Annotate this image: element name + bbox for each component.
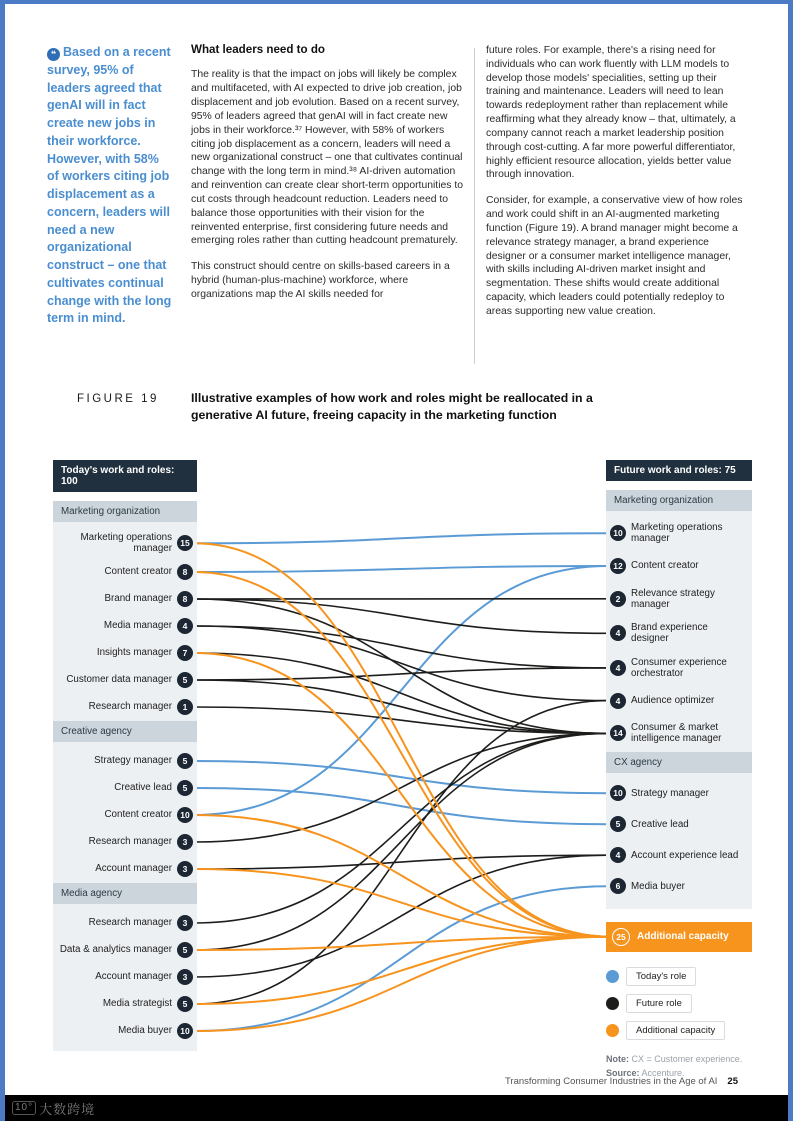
role-label: Media buyer bbox=[631, 880, 685, 892]
role-value-badge: 6 bbox=[610, 878, 626, 894]
role-row bbox=[53, 856, 197, 883]
role-row bbox=[606, 686, 752, 715]
role-value-badge: 3 bbox=[177, 915, 193, 931]
figure-title: Illustrative examples of how work and roles might be reallocated in a generative AI future, freeing capacity in the marketing function bbox=[191, 391, 593, 422]
role-row bbox=[606, 717, 752, 750]
role-value-badge: 10 bbox=[177, 807, 193, 823]
role-value-badge: 8 bbox=[177, 564, 193, 580]
role-value-badge: 4 bbox=[610, 693, 626, 709]
role-label: Strategy manager bbox=[631, 787, 709, 799]
role-label: Content creator bbox=[631, 560, 699, 572]
role-label: Audience optimizer bbox=[631, 694, 715, 706]
role-row bbox=[53, 528, 197, 559]
role-label: Relevance strategy manager bbox=[631, 587, 715, 610]
body-column-1 bbox=[191, 42, 465, 314]
legend-dot-future bbox=[606, 997, 619, 1010]
role-row bbox=[53, 991, 197, 1018]
legend-item bbox=[606, 994, 752, 1013]
role-row bbox=[606, 872, 752, 901]
legend-label: Future role bbox=[626, 994, 692, 1013]
body-paragraph: Consider, for example, a conservative view of how roles and work could shift in an AI-augmented marketing function (Figure 19). A brand manager might become a relevance strategy manager, a brand experience designer or a consumer market intelligence manager, with skills including AI-driven market insight and segmentation. These shifts would create additional capacity, which leaders could potentially redeploy to areas supporting new value creation. bbox=[486, 195, 743, 317]
today-roles-list bbox=[53, 501, 197, 1051]
note-text: CX = Customer experience. bbox=[631, 1053, 743, 1064]
role-value-badge: 1 bbox=[177, 699, 193, 715]
role-value-badge: 8 bbox=[177, 591, 193, 607]
role-row bbox=[53, 802, 197, 829]
legend-dot-additional bbox=[606, 1024, 619, 1037]
role-row bbox=[606, 617, 752, 650]
role-label: Content creator bbox=[104, 809, 172, 821]
role-row bbox=[606, 779, 752, 808]
role-value-badge: 5 bbox=[177, 780, 193, 796]
role-value-badge: 5 bbox=[610, 816, 626, 832]
additional-capacity-label: Additional capacity bbox=[637, 931, 729, 943]
role-label: Consumer & market intelligence manager bbox=[631, 722, 722, 745]
role-value-badge: 7 bbox=[177, 645, 193, 661]
role-value-badge: 2 bbox=[610, 591, 626, 607]
role-label: Customer data manager bbox=[66, 674, 172, 686]
role-row bbox=[606, 810, 752, 839]
role-row bbox=[53, 829, 197, 856]
figure-19-diagram bbox=[5, 442, 793, 1078]
additional-capacity-badge: 25 bbox=[612, 928, 630, 946]
future-roles-list bbox=[606, 490, 752, 909]
role-row bbox=[53, 667, 197, 694]
body-paragraph: future roles. For example, there's a rising need for individuals who can work fluently with LLM models to develop those models' specialities, setting up their training and maintenance. Leaders will need to lean towards redeployment rather than replacement while reaffirming what they already know – that, ultimately, a company cannot reach a market leadership position through cost-cutting. A far more powerful differentiator, highly efficient resource allocation, yields better value through innovation. bbox=[486, 45, 736, 181]
group-header: Creative agency bbox=[53, 721, 197, 742]
role-value-badge: 3 bbox=[177, 861, 193, 877]
body-paragraph: This construct should centre on skills-based careers in a hybrid (human-plus-machine) workforce, where organizations map the AI skills needed for bbox=[191, 261, 450, 300]
figure-label: FIGURE 19 bbox=[77, 393, 159, 405]
legend-label: Today's role bbox=[626, 967, 696, 986]
group-header: Marketing organization bbox=[53, 501, 197, 522]
role-row bbox=[606, 517, 752, 550]
role-row bbox=[53, 1018, 197, 1045]
page-number: 25 bbox=[727, 1076, 738, 1087]
role-label: Creative lead bbox=[631, 818, 689, 830]
role-label: Media manager bbox=[103, 620, 172, 632]
role-value-badge: 3 bbox=[177, 969, 193, 985]
source-label: Source: bbox=[606, 1067, 640, 1078]
note-label: Note: bbox=[606, 1053, 629, 1064]
column-divider bbox=[474, 48, 475, 364]
group-header: CX agency bbox=[606, 752, 752, 773]
role-row bbox=[53, 964, 197, 991]
role-row bbox=[606, 652, 752, 685]
role-row bbox=[53, 775, 197, 802]
role-label: Data & analytics manager bbox=[59, 944, 172, 956]
legend-label: Additional capacity bbox=[626, 1021, 725, 1040]
role-label: Account manager bbox=[95, 971, 172, 983]
role-row bbox=[53, 613, 197, 640]
role-label: Strategy manager bbox=[94, 755, 172, 767]
role-label: Brand experience designer bbox=[631, 622, 708, 645]
source-text: Accenture. bbox=[641, 1067, 685, 1078]
role-row bbox=[53, 640, 197, 667]
body-paragraph: The reality is that the impact on jobs will likely be complex and multifaceted, with AI expected to drive job creation, job displacement and job evolution. Based on a recent survey, 95% of leaders agreed that genAI will in fact create new jobs in their workforce.³⁷ However, with 58% of workers citing job displacement as a concern, leaders will need a new organizational construct – one that cultivates continual change with the long term in mind.³⁸ AI-driven automation and reinvention can create clear short-term opportunities to cut costs through headcount reduction. Leaders need to balance those opportunities with their vision for the reinvented enterprise, first considering future needs and emerging roles rather than cutting headcount prematurely. bbox=[191, 69, 464, 247]
watermark bbox=[12, 1099, 95, 1118]
role-value-badge: 10 bbox=[610, 785, 626, 801]
future-roles-column bbox=[606, 460, 752, 1081]
role-label: Content creator bbox=[104, 566, 172, 578]
role-value-badge: 4 bbox=[177, 618, 193, 634]
pull-quote-text: Based on a recent survey, 95% of leaders agreed that genAI will in fact create new jobs in their workforce. However, with 58% of workers citing job displacement as a concern, leaders will need a new organizational construct – one that cultivates continual change with the long term in mind. bbox=[47, 45, 172, 326]
role-label: Insights manager bbox=[96, 647, 172, 659]
role-row bbox=[606, 841, 752, 870]
role-label: Consumer experience orchestrator bbox=[631, 656, 727, 679]
role-value-badge: 3 bbox=[177, 834, 193, 850]
watermark-logo-icon: 10° bbox=[12, 1101, 36, 1115]
group-header: Media agency bbox=[53, 883, 197, 904]
role-label: Media strategist bbox=[102, 998, 172, 1010]
role-value-badge: 10 bbox=[610, 525, 626, 541]
role-value-badge: 14 bbox=[610, 725, 626, 741]
role-value-badge: 4 bbox=[610, 660, 626, 676]
legend-item bbox=[606, 967, 752, 986]
role-label: Account manager bbox=[95, 863, 172, 875]
role-row bbox=[606, 583, 752, 616]
footer-title: Transforming Consumer Industries in the Age of AI bbox=[504, 1076, 718, 1087]
watermark-text: 大数跨境 bbox=[39, 1101, 96, 1117]
watermark-bar bbox=[0, 1095, 793, 1121]
role-row bbox=[53, 559, 197, 586]
role-value-badge: 5 bbox=[177, 753, 193, 769]
role-value-badge: 4 bbox=[610, 625, 626, 641]
role-label: Research manager bbox=[88, 701, 172, 713]
pull-quote bbox=[47, 44, 173, 328]
role-label: Media buyer bbox=[118, 1025, 172, 1037]
role-row bbox=[53, 937, 197, 964]
role-label: Creative lead bbox=[114, 782, 172, 794]
group-header: Marketing organization bbox=[606, 490, 752, 511]
chart-legend bbox=[606, 967, 752, 1040]
role-value-badge: 5 bbox=[177, 672, 193, 688]
role-label: Research manager bbox=[88, 917, 172, 929]
role-value-badge: 10 bbox=[177, 1023, 193, 1039]
role-row bbox=[53, 694, 197, 721]
page-footer bbox=[505, 1076, 738, 1087]
role-row bbox=[606, 552, 752, 581]
role-row bbox=[53, 586, 197, 613]
role-label: Brand manager bbox=[104, 593, 172, 605]
role-value-badge: 15 bbox=[177, 535, 193, 551]
today-roles-column bbox=[53, 460, 197, 1051]
section-heading: What leaders need to do bbox=[191, 43, 325, 56]
role-label: Research manager bbox=[88, 836, 172, 848]
future-roles-header: Future work and roles: 75 bbox=[606, 460, 752, 481]
role-label: Marketing operations manager bbox=[631, 522, 723, 545]
role-value-badge: 5 bbox=[177, 996, 193, 1012]
role-value-badge: 12 bbox=[610, 558, 626, 574]
role-row bbox=[53, 910, 197, 937]
body-column-2 bbox=[486, 44, 744, 331]
legend-item bbox=[606, 1021, 752, 1040]
role-label: Account experience lead bbox=[631, 849, 739, 861]
legend-dot-today bbox=[606, 970, 619, 983]
quote-icon: ❝ bbox=[47, 48, 60, 61]
role-value-badge: 4 bbox=[610, 847, 626, 863]
role-value-badge: 5 bbox=[177, 942, 193, 958]
additional-capacity-box bbox=[606, 922, 752, 952]
role-label: Marketing operations manager bbox=[80, 532, 172, 555]
role-row bbox=[53, 748, 197, 775]
today-roles-header: Today's work and roles: 100 bbox=[53, 460, 197, 492]
